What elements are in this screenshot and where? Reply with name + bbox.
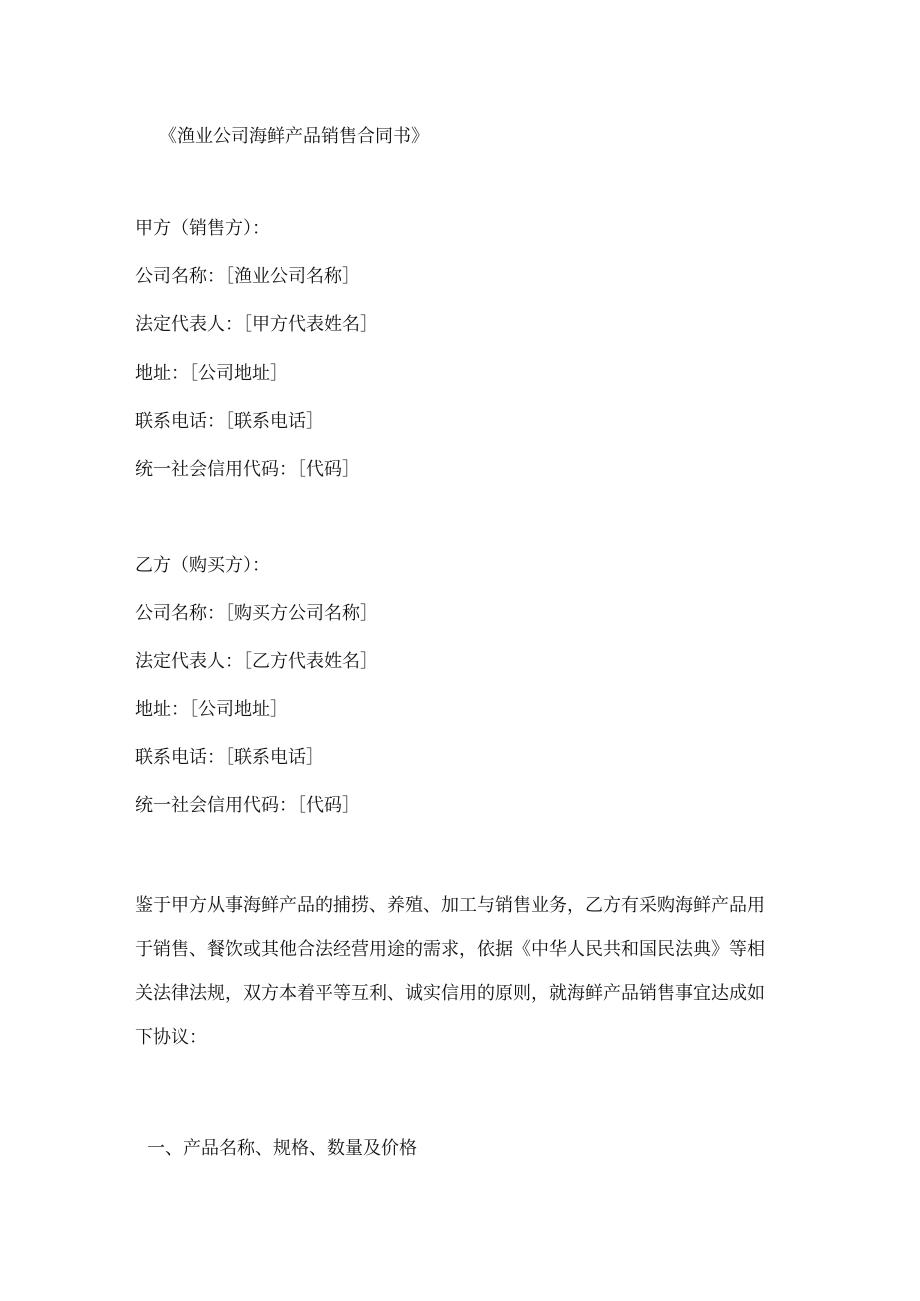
preamble-line: 于销售、餐饮或其他合法经营用途的需求，依据《中华人民共和国民法典》等相	[135, 939, 765, 960]
party-a-credit-code: 统一社会信用代码：［代码］	[135, 459, 360, 480]
section-heading: 一、产品名称、规格、数量及价格	[147, 1138, 417, 1159]
party-b-address: 地址：［公司地址］	[135, 699, 288, 720]
preamble-line: 下协议：	[135, 1027, 207, 1048]
document-title: 《渔业公司海鲜产品销售合同书》	[159, 126, 429, 147]
party-a-company: 公司名称：［渔业公司名称］	[135, 266, 360, 287]
party-a-phone: 联系电话：［联系电话］	[135, 411, 324, 432]
party-b-phone: 联系电话：［联系电话］	[135, 747, 324, 768]
preamble-paragraph	[135, 884, 795, 1060]
preamble-line: 关法律法规，双方本着平等互利、诚实信用的原则，就海鲜产品销售事宜达成如	[135, 983, 765, 1004]
party-b-company: 公司名称：［购买方公司名称］	[135, 603, 378, 624]
party-b-representative: 法定代表人：［乙方代表姓名］	[135, 651, 378, 672]
party-a-representative: 法定代表人：［甲方代表姓名］	[135, 314, 378, 335]
party-b-credit-code: 统一社会信用代码：［代码］	[135, 795, 360, 816]
party-b-heading: 乙方（购买方）：	[135, 555, 270, 576]
party-a-address: 地址：［公司地址］	[135, 363, 288, 384]
party-a-heading: 甲方（销售方）：	[135, 218, 270, 239]
preamble-line: 鉴于甲方从事海鲜产品的捕捞、养殖、加工与销售业务，乙方有采购海鲜产品用	[135, 895, 765, 916]
